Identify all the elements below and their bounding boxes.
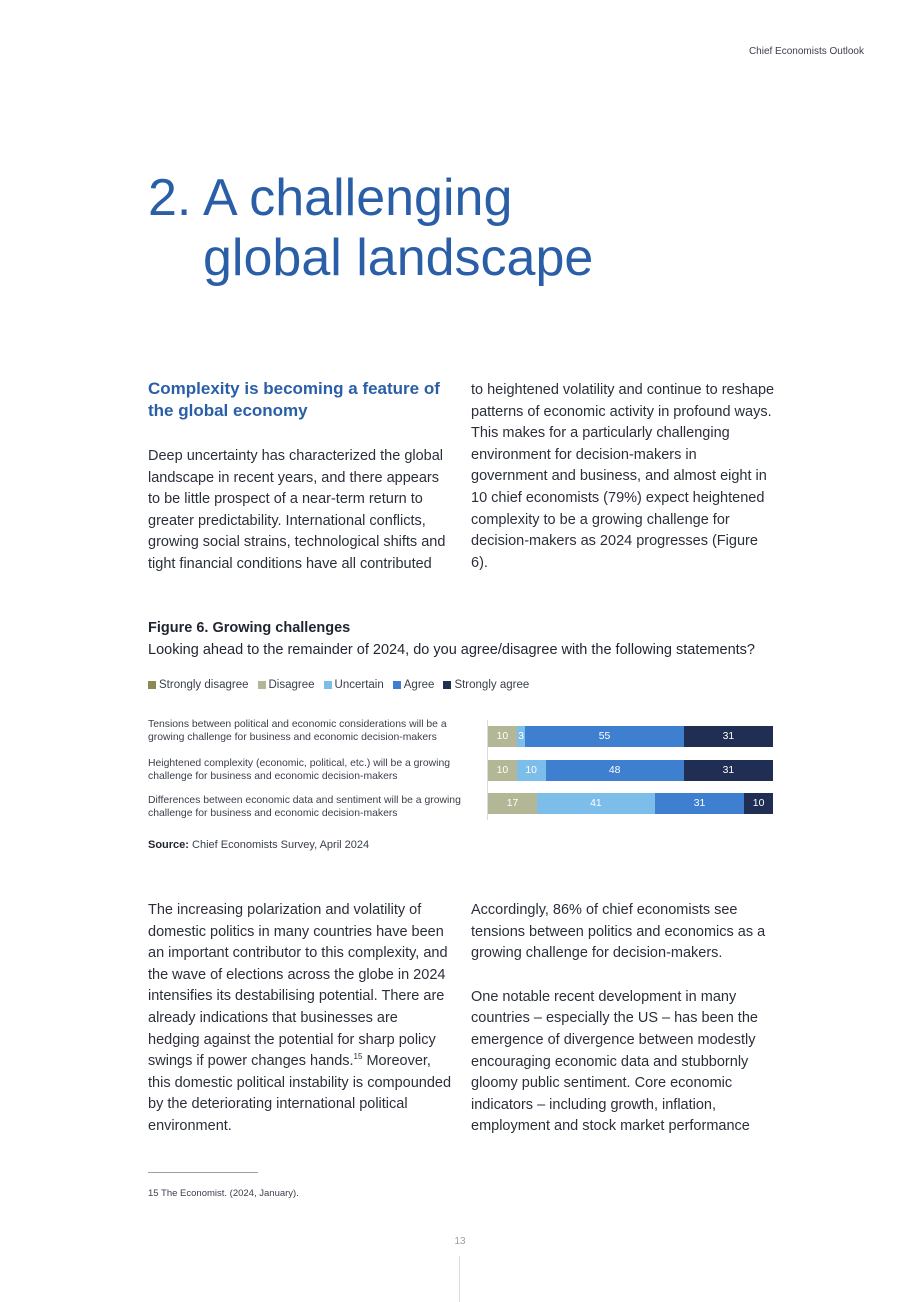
statement-2: Heightened complexity (economic, political, etc.) will be a growing challenge for business and economic decision-makers bbox=[148, 758, 451, 783]
body-paragraph-right-1: Accordingly, 86% of chief economists see tensions between politics and economics as a growing challenge for decision-makers. bbox=[471, 902, 766, 962]
footnote-divider bbox=[148, 1172, 258, 1173]
chapter-title bbox=[148, 168, 593, 288]
bar-value-label: 3 bbox=[518, 731, 524, 742]
bar-segment-strongly-agree bbox=[684, 760, 773, 781]
page-number-rule bbox=[459, 1256, 460, 1302]
chapter-title-line1: A challenging bbox=[203, 169, 513, 227]
legend-item-disagree bbox=[258, 679, 315, 691]
legend-item-strongly-disagree bbox=[148, 679, 249, 691]
bar-value-label: 10 bbox=[525, 765, 537, 776]
bar-value-label: 10 bbox=[752, 798, 765, 809]
legend-swatch bbox=[443, 681, 451, 689]
section-subhead: Complexity is becoming a feature of the global economy bbox=[148, 379, 440, 420]
bar-segment-strongly-agree bbox=[744, 793, 773, 814]
legend-swatch bbox=[258, 681, 266, 689]
legend-item-strongly-agree bbox=[443, 679, 529, 691]
legend-label: Strongly disagree bbox=[159, 679, 249, 691]
legend-swatch bbox=[324, 681, 332, 689]
bar-value-label: 10 bbox=[496, 731, 509, 742]
bar-segment-agree bbox=[525, 726, 683, 747]
statement-1: Tensions between political and economic considerations will be a growing challenge for business and economic decision-makers bbox=[148, 719, 447, 744]
figure-title: Figure 6. Growing challenges bbox=[148, 620, 351, 636]
footnote: 15 The Economist. (2024, January). bbox=[148, 1188, 299, 1199]
footnote-ref[interactable]: 15 bbox=[353, 1052, 363, 1062]
figure-source bbox=[148, 839, 369, 851]
bar-segment-disagree bbox=[488, 793, 537, 814]
intro-paragraph-2: to heightened volatility and continue to reshape patterns of economic activity in profound ways. This makes for a particularly challenging environment for decision-makers in government and business, and almost eight in 10 chief economists (79%) expect heightened complexity to be a growing challenge for decision-makers as 2024 progresses (Figure 6). bbox=[471, 382, 775, 571]
bar-segment-uncertain bbox=[517, 726, 526, 747]
legend-label: Uncertain bbox=[334, 679, 384, 691]
bar-value-label: 31 bbox=[693, 798, 706, 809]
bar-segment-uncertain bbox=[517, 760, 546, 781]
bar-segment-uncertain bbox=[537, 793, 655, 814]
legend-item-agree bbox=[393, 679, 435, 691]
legend-label: Disagree bbox=[268, 679, 315, 691]
figure-question: Looking ahead to the remainder of 2024, do you agree/disagree with the following statements? bbox=[148, 642, 755, 658]
bar-segment-disagree bbox=[488, 760, 517, 781]
bar-value-label: 31 bbox=[722, 731, 735, 742]
bar-row-1 bbox=[488, 726, 773, 747]
bar-segment-strongly-agree bbox=[684, 726, 773, 747]
legend-swatch bbox=[148, 681, 156, 689]
bar-row-3 bbox=[488, 793, 773, 814]
body-paragraph-left-text: The increasing polarization and volatility of domestic politics in many countries have been an important contributor to this complexity, and the wave of elections across the globe in 2024 intensifies its destabilising potential. There are already indications that businesses are hedging against the potential for sharp policy swings if power changes hands. bbox=[148, 902, 448, 1070]
left-column-bottom bbox=[148, 900, 453, 1160]
chapter-number: 2. bbox=[148, 169, 192, 227]
bar-value-label: 10 bbox=[496, 765, 509, 776]
report-header: Chief Economists Outlook bbox=[748, 46, 864, 57]
body-paragraph-right-2: One notable recent development in many countries – especially the US – has been the emergence of divergence between modestly encouraging economic data and stubbornly gloomy public sentiment. Core economic indicators – including growth, inflation, employment and stock market performance bbox=[471, 988, 758, 1135]
source-text: Chief Economists Survey, April 2024 bbox=[192, 839, 370, 851]
right-column-bottom bbox=[471, 900, 776, 1160]
legend-swatch bbox=[393, 681, 401, 689]
bar-value-label: 48 bbox=[608, 765, 621, 776]
bar-value-label: 17 bbox=[506, 798, 519, 809]
bar-segment-agree bbox=[546, 760, 684, 781]
chart-legend bbox=[148, 679, 529, 691]
intro-paragraph-1: Deep uncertainty has characterized the global landscape in recent years, and there appears to be little prospect of a near-term return to greater predictability. International conflicts, growing social strains, technological shifts and tight financial conditions have all contributed bbox=[148, 448, 446, 572]
legend-item-uncertain bbox=[324, 679, 384, 691]
bar-value-label: 41 bbox=[590, 798, 602, 809]
legend-label: Agree bbox=[403, 679, 435, 691]
bar-segment-agree bbox=[655, 793, 744, 814]
body-paragraph-left-tail: Moreover, this domestic political instability is compounded by the deteriorating international political environment. bbox=[148, 1053, 452, 1134]
bar-value-label: 31 bbox=[722, 765, 735, 776]
bar-row-2 bbox=[488, 760, 773, 781]
statement-3: Differences between economic data and sentiment will be a growing challenge for business and economic decision-makers bbox=[148, 795, 461, 820]
body-paragraph-left bbox=[148, 900, 453, 1138]
bar-value-label: 55 bbox=[598, 731, 611, 742]
page-number: 13 bbox=[454, 1236, 466, 1247]
left-column-top bbox=[148, 378, 453, 598]
right-column-top bbox=[471, 380, 776, 596]
legend-label: Strongly agree bbox=[454, 679, 530, 691]
chapter-title-line2: global landscape bbox=[203, 229, 594, 287]
source-label: Source: bbox=[148, 839, 189, 851]
bar-segment-disagree bbox=[488, 726, 517, 747]
